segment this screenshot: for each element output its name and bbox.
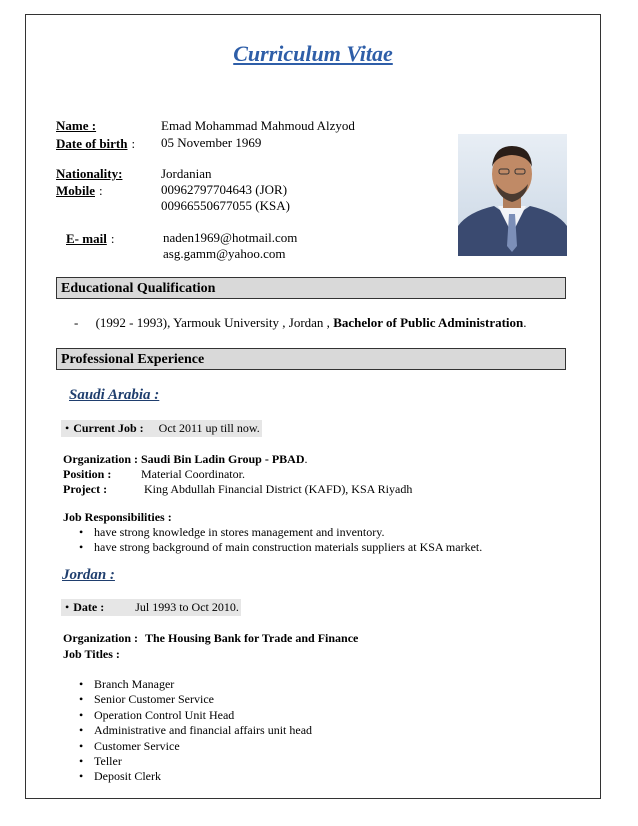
email-colon: : [110, 231, 115, 246]
dob-label: Date of birth [56, 136, 128, 151]
mobile-value-jor: 00962797704643 (JOR) [161, 182, 288, 197]
date-value: Jul 1993 to Oct 2010. [135, 600, 239, 614]
email-label: E- mail [66, 231, 107, 246]
nationality-value: Jordanian [161, 166, 212, 181]
email-value-yahoo[interactable]: asg.gamm@yahoo.com [163, 246, 286, 261]
list-item: • Deposit Clerk [75, 769, 312, 784]
section-experience-heading: Professional Experience [56, 348, 566, 370]
nationality-label: Nationality: [56, 166, 123, 181]
list-item: • have strong background of main construction materials suppliers at KSA market. [75, 540, 482, 555]
dob-value: 05 November 1969 [161, 135, 262, 150]
project-value: King Abdullah Financial District (KAFD), KSA Riyadh [144, 482, 413, 496]
jordan-org-label: Organization : [63, 631, 138, 645]
education-end: . [523, 315, 527, 330]
saudi-organization [63, 452, 308, 467]
job-titles-list [75, 677, 312, 785]
list-item: • Customer Service [75, 739, 312, 754]
bullet-icon: • [65, 600, 70, 614]
jordan-org-value: The Housing Bank for Trade and Finance [145, 631, 359, 645]
mobile-value-ksa: 00966550677055 (KSA) [161, 198, 290, 213]
dob-colon: : [131, 136, 136, 151]
education-text: (1992 - 1993), Yarmouk University , Jordan , [95, 315, 330, 330]
portrait-image [458, 134, 567, 256]
list-item: • Branch Manager [75, 677, 312, 692]
mobile-label: Mobile [56, 183, 95, 198]
education-item [74, 315, 527, 331]
responsibilities-list [75, 525, 482, 556]
mobile-colon: : [99, 183, 103, 198]
position-label: Position : [63, 467, 112, 481]
project-label: Project : [63, 482, 108, 496]
page-title: Curriculum Vitae [233, 41, 393, 66]
list-item: • have strong knowledge in stores management and inventory. [75, 525, 482, 540]
dob-label-wrap [56, 135, 135, 153]
job-titles-label: Job Titles : [63, 647, 120, 661]
position-value: Material Coordinator. [141, 467, 245, 481]
education-dash: - [74, 315, 79, 330]
country-jordan: Jordan : [62, 567, 115, 583]
list-item: • Senior Customer Service [75, 692, 312, 707]
list-item: • Operation Control Unit Head [75, 708, 312, 723]
section-education-heading: Educational Qualification [56, 277, 566, 299]
email-value-hotmail[interactable]: naden1969@hotmail.com [163, 230, 298, 245]
list-item: • Administrative and financial affairs unit head [75, 723, 312, 738]
education-degree: Bachelor of Public Administration [333, 315, 524, 330]
responsibilities-label: Job Responsibilities : [63, 510, 172, 524]
email-label-wrap [66, 230, 114, 248]
mobile-label-wrap [56, 182, 103, 200]
name-value: Emad Mohammad Mahmoud Alzyod [161, 118, 355, 133]
saudi-org-label: Organization [63, 452, 131, 466]
cv-page [25, 14, 601, 799]
date-label: Date : [73, 600, 105, 614]
profile-photo [458, 134, 567, 256]
saudi-org-value: : Saudi Bin Ladin Group - PBAD [134, 452, 305, 466]
current-job-label: Current Job : [73, 421, 144, 435]
date-highlight [61, 599, 241, 616]
name-label: Name : [56, 118, 97, 133]
current-job-highlight [61, 420, 262, 437]
country-saudi-arabia: Saudi Arabia : [69, 387, 160, 403]
current-job-value: Oct 2011 up till now. [158, 421, 260, 435]
jordan-organization [63, 631, 358, 646]
saudi-org-end: . [304, 452, 308, 466]
list-item: • Teller [75, 754, 312, 769]
bullet-icon: • [65, 421, 70, 435]
